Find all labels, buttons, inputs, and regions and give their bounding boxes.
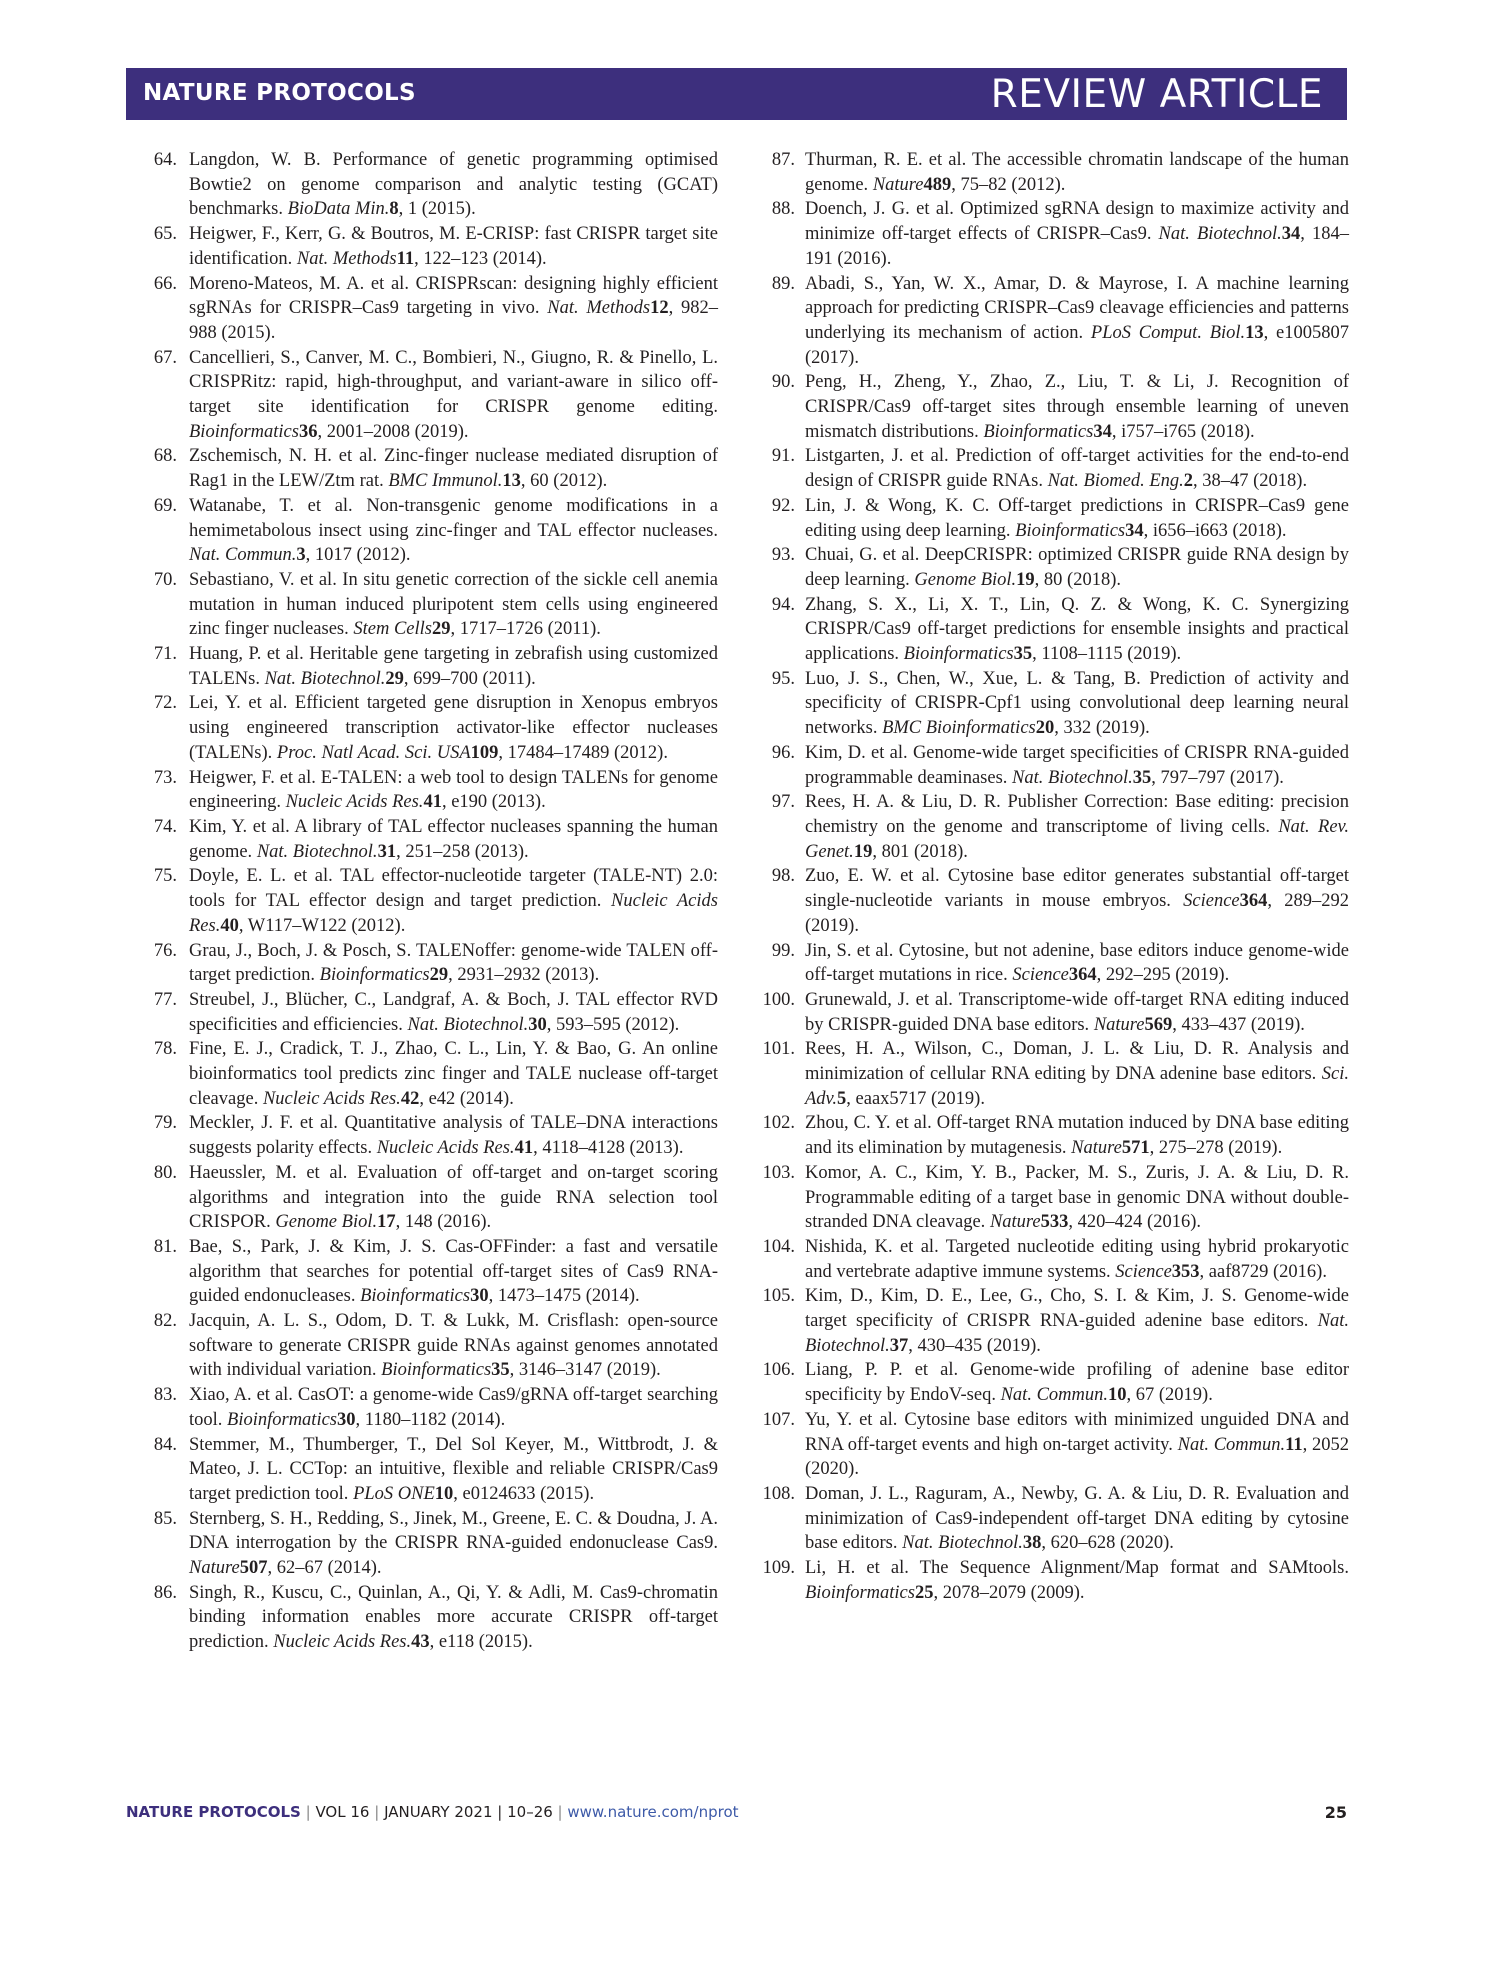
reference-number: 102. bbox=[762, 1113, 795, 1134]
reference-journal: Stem Cells bbox=[353, 619, 432, 640]
reference-pages: , 1108–1115 (2019). bbox=[1032, 644, 1182, 665]
reference-text: Abadi, S., Yan, W. X., Amar, D. & Mayrose, I. A machine learning approach for predicting CRISPR–Cas9 cleavage efficiencies and patterns underlying its mechanism of action. bbox=[805, 273, 1349, 343]
reference-number: 65. bbox=[153, 224, 177, 245]
reference-item bbox=[138, 939, 718, 988]
reference-number: 97. bbox=[771, 792, 795, 813]
reference-pages: , e1005807 (2017). bbox=[805, 322, 1349, 368]
reference-journal: Nat. Commun. bbox=[1177, 1434, 1286, 1455]
reference-item bbox=[755, 1408, 1349, 1482]
reference-text: Doench, J. G. et al. Optimized sgRNA design to maximize activity and minimize off-target effects of CRISPR–Cas9. bbox=[805, 199, 1349, 245]
reference-volume: 41 bbox=[423, 792, 442, 813]
reference-pages: , aaf8729 (2016). bbox=[1199, 1261, 1327, 1282]
reference-journal: Bioinformatics bbox=[903, 644, 1014, 665]
reference-number: 71. bbox=[153, 644, 177, 665]
reference-journal: Nat. Biomed. Eng. bbox=[1047, 471, 1184, 492]
reference-journal: BMC Bioinformatics bbox=[882, 718, 1036, 739]
reference-number: 98. bbox=[771, 866, 795, 887]
reference-number: 108. bbox=[762, 1483, 795, 1504]
reference-volume: 2 bbox=[1183, 471, 1193, 492]
reference-text: Komor, A. C., Kim, Y. B., Packer, M. S., Zuris, J. A. & Liu, D. R. Programmable editing of a target base in genomic DNA without double-stranded DNA cleavage. bbox=[805, 1162, 1349, 1233]
reference-pages: , 148 (2016). bbox=[395, 1212, 492, 1233]
reference-text: Liang, P. P. et al. Genome-wide profiling of adenine base editor specificity by EndoV-seq. bbox=[805, 1360, 1349, 1406]
reference-pages: , 2078–2079 (2009). bbox=[933, 1582, 1085, 1603]
reference-number: 104. bbox=[762, 1236, 795, 1257]
reference-item bbox=[138, 148, 718, 222]
reference-item bbox=[138, 1111, 718, 1160]
reference-journal: Nucleic Acids Res. bbox=[285, 792, 424, 813]
reference-item bbox=[755, 148, 1349, 197]
reference-journal: Nat. Rev. Genet. bbox=[805, 816, 1349, 862]
reference-journal: Nucleic Acids Res. bbox=[189, 891, 718, 936]
reference-journal: Bioinformatics bbox=[1015, 520, 1126, 541]
reference-journal: Science bbox=[1183, 891, 1240, 912]
reference-pages: , 982–988 (2015). bbox=[189, 298, 718, 343]
reference-text: Rees, H. A. & Liu, D. R. Publisher Correction: Base editing: precision chemistry on the genome and transcriptome of living cells. bbox=[805, 792, 1349, 837]
reference-number: 87. bbox=[771, 150, 795, 170]
reference-pages: , 184–191 (2016). bbox=[805, 224, 1350, 269]
reference-volume: 34 bbox=[1093, 421, 1112, 442]
reference-journal: Nature bbox=[1093, 1014, 1145, 1035]
reference-text: Haeussler, M. et al. Evaluation of off-target and on-target scoring algorithms and integration into the guide RNA selection tool CRISPOR. bbox=[189, 1162, 718, 1233]
reference-volume: 31 bbox=[377, 841, 397, 862]
reference-list-right bbox=[755, 148, 1349, 1605]
reference-journal: Nature bbox=[189, 1558, 240, 1579]
reference-number: 76. bbox=[153, 940, 177, 961]
footer-volume: VOL 16 bbox=[315, 1803, 370, 1821]
reference-number: 79. bbox=[153, 1113, 177, 1134]
reference-volume: 11 bbox=[1285, 1434, 1303, 1455]
reference-text: Bae, S., Park, J. & Kim, J. S. Cas-OFFinder: a fast and versatile algorithm that searches for potential off-target sites of Cas9 RNA-guided endonucleases. bbox=[189, 1236, 718, 1307]
reference-journal: BMC Immunol. bbox=[388, 471, 503, 492]
reference-text: Yu, Y. et al. Cytosine base editors with minimized unguided DNA and RNA off-target events and high on-target activity. bbox=[805, 1409, 1349, 1455]
journal-header-bar bbox=[126, 68, 1347, 120]
reference-item bbox=[755, 444, 1349, 493]
reference-number: 105. bbox=[762, 1286, 795, 1307]
reference-pages: , 251–258 (2013). bbox=[396, 841, 529, 862]
reference-item bbox=[755, 1556, 1349, 1605]
reference-item bbox=[138, 642, 718, 691]
reference-volume: 35 bbox=[491, 1360, 510, 1381]
reference-pages: , 433–437 (2019). bbox=[1172, 1014, 1305, 1035]
reference-pages: , 75–82 (2012). bbox=[951, 174, 1066, 195]
reference-pages: , 620–628 (2020). bbox=[1041, 1533, 1174, 1554]
reference-item bbox=[138, 1161, 718, 1235]
reference-item bbox=[755, 790, 1349, 864]
reference-item bbox=[138, 568, 718, 642]
reference-number: 83. bbox=[153, 1385, 177, 1406]
reference-volume: 19 bbox=[853, 841, 873, 862]
reference-volume: 10 bbox=[434, 1483, 454, 1504]
reference-item bbox=[138, 1507, 718, 1581]
reference-pages: , 292–295 (2019). bbox=[1096, 965, 1230, 986]
reference-number: 85. bbox=[153, 1508, 177, 1529]
page-number: 25 bbox=[1324, 1803, 1347, 1822]
reference-journal: Nat. Biotechnol. bbox=[1158, 224, 1282, 245]
journal-name: NATURE PROTOCOLS bbox=[143, 80, 416, 106]
reference-item bbox=[138, 1581, 718, 1655]
reference-number: 93. bbox=[771, 545, 795, 566]
reference-item bbox=[138, 444, 718, 493]
reference-number: 91. bbox=[771, 446, 795, 467]
reference-text: Langdon, W. B. Performance of genetic programming optimised Bowtie2 on genome comparison and analytic testing (GCAT) benchmarks. bbox=[189, 150, 718, 220]
reference-item bbox=[755, 741, 1349, 790]
reference-item bbox=[755, 1358, 1349, 1407]
reference-journal: Nat. Biotechnol. bbox=[256, 841, 378, 862]
reference-journal: PLoS ONE bbox=[353, 1483, 435, 1504]
reference-number: 68. bbox=[153, 446, 177, 467]
reference-text: Jacquin, A. L. S., Odom, D. T. & Lukk, M. Crisflash: open-source software to generate CRISPR guide RNAs against genomes annotated with individual variation. bbox=[189, 1311, 718, 1381]
reference-volume: 40 bbox=[220, 915, 239, 936]
reference-journal: BioData Min. bbox=[287, 199, 390, 220]
reference-pages: , e42 (2014). bbox=[419, 1088, 514, 1109]
reference-number: 70. bbox=[153, 569, 177, 590]
reference-pages: , e118 (2015). bbox=[429, 1632, 533, 1653]
reference-number: 66. bbox=[153, 273, 177, 294]
reference-text: Xiao, A. et al. CasOT: a genome-wide Cas9/gRNA off-target searching tool. bbox=[189, 1385, 718, 1430]
reference-volume: 42 bbox=[400, 1088, 420, 1109]
reference-pages: , 62–67 (2014). bbox=[267, 1558, 382, 1579]
reference-journal: Nat. Methods bbox=[296, 248, 397, 269]
reference-text: Streubel, J., Blücher, C., Landgraf, A. & Boch, J. TAL effector RVD specificities and efficiencies. bbox=[189, 989, 718, 1035]
reference-text: Doman, J. L., Raguram, A., Newby, G. A. & Liu, D. R. Evaluation and minimization of Cas9-independent off-target DNA editing by cytosine base editors. bbox=[805, 1483, 1349, 1554]
reference-volume: 34 bbox=[1125, 520, 1144, 541]
reference-journal: Proc. Natl Acad. Sci. USA bbox=[276, 742, 471, 763]
reference-journal: Nat. Biotechnol. bbox=[1012, 767, 1133, 788]
reference-volume: 364 bbox=[1239, 891, 1268, 912]
reference-volume: 533 bbox=[1040, 1212, 1069, 1233]
footer-separator: | bbox=[369, 1803, 385, 1821]
reference-item bbox=[138, 864, 718, 938]
reference-text: Zhou, C. Y. et al. Off-target RNA mutation induced by DNA base editing and its elimination by mutagenesis. bbox=[805, 1113, 1349, 1159]
reference-journal: Nat. Commun. bbox=[189, 545, 297, 566]
reference-journal: PLoS Comput. Biol. bbox=[1090, 322, 1246, 343]
reference-journal: Science bbox=[1115, 1261, 1172, 1282]
reference-pages: , 275–278 (2019). bbox=[1149, 1138, 1283, 1159]
reference-volume: 41 bbox=[514, 1138, 534, 1159]
reference-item bbox=[755, 939, 1349, 988]
reference-volume: 35 bbox=[1132, 767, 1152, 788]
reference-item bbox=[755, 1037, 1349, 1111]
reference-number: 74. bbox=[153, 816, 177, 837]
footer-separator: | bbox=[552, 1803, 568, 1821]
reference-number: 106. bbox=[762, 1360, 795, 1381]
reference-item bbox=[755, 197, 1349, 271]
reference-pages: , e190 (2013). bbox=[441, 792, 546, 813]
page-footer bbox=[126, 1803, 1347, 1827]
reference-journal: Nature bbox=[1071, 1138, 1122, 1159]
reference-text: Li, H. et al. The Sequence Alignment/Map format and SAMtools. bbox=[805, 1558, 1349, 1579]
reference-volume: 109 bbox=[470, 742, 499, 763]
footer-separator: | bbox=[300, 1803, 316, 1821]
reference-pages: , i656–i663 (2018). bbox=[1143, 520, 1287, 541]
reference-number: 82. bbox=[153, 1311, 177, 1332]
reference-number: 96. bbox=[771, 742, 795, 763]
reference-number: 75. bbox=[153, 866, 177, 887]
reference-volume: 43 bbox=[411, 1632, 430, 1653]
footer-date-pages: JANUARY 2021 | 10–26 bbox=[384, 1803, 553, 1821]
reference-item bbox=[138, 815, 718, 864]
reference-journal: Bioinformatics bbox=[983, 421, 1094, 442]
reference-list-left bbox=[138, 148, 718, 1655]
reference-pages: , 2931–2932 (2013). bbox=[448, 965, 600, 986]
reference-item bbox=[138, 1235, 718, 1309]
footer-url-link[interactable]: www.nature.com/nprot bbox=[567, 1803, 739, 1821]
reference-number: 64. bbox=[153, 150, 177, 170]
reference-number: 103. bbox=[762, 1162, 795, 1183]
reference-text: Zuo, E. W. et al. Cytosine base editor generates substantial off-target single-nucleotide variants in mouse embryos. bbox=[805, 866, 1349, 912]
reference-volume: 5 bbox=[837, 1088, 847, 1109]
reference-pages: , 1473–1475 (2014). bbox=[488, 1286, 640, 1307]
reference-volume: 29 bbox=[432, 619, 451, 640]
reference-journal: Bioinformatics bbox=[189, 421, 299, 442]
reference-number: 80. bbox=[153, 1162, 177, 1183]
reference-volume: 30 bbox=[528, 1014, 547, 1035]
reference-text: Rees, H. A., Wilson, C., Doman, J. L. & Liu, D. R. Analysis and minimization of cellular RNA editing by DNA adenine base editors. bbox=[805, 1039, 1349, 1085]
reference-item bbox=[138, 494, 718, 568]
reference-text: Watanabe, T. et al. Non-transgenic genome modifications in a hemimetabolous insect using zinc-finger and TAL effector nucleases. bbox=[189, 495, 718, 541]
reference-text: Grau, J., Boch, J. & Posch, S. TALENoffer: genome-wide TALEN off-target prediction. bbox=[189, 940, 718, 986]
reference-text: Luo, J. S., Chen, W., Xue, L. & Tang, B. Prediction of activity and specificity of CRISPR-Cpf1 using convolutional deep learning neural networks. bbox=[805, 668, 1349, 739]
reference-pages: , 289–292 (2019). bbox=[805, 891, 1349, 936]
reference-text: Peng, H., Zheng, Y., Zhao, Z., Liu, T. & Li, J. Recognition of CRISPR/Cas9 off-target sites through ensemble learning of uneven mismatch distributions. bbox=[805, 372, 1349, 442]
reference-text: Cancellieri, S., Canver, M. C., Bombieri, N., Giugno, R. & Pinello, L. CRISPRitz: rapid, high-throughput, and variant-aware in silico off-target site identification for CRISPR genome editing. bbox=[189, 347, 718, 418]
reference-volume: 35 bbox=[1013, 644, 1033, 665]
reference-pages: , 1017 (2012). bbox=[305, 545, 411, 566]
reference-volume: 13 bbox=[1245, 322, 1264, 343]
reference-pages: , 797–797 (2017). bbox=[1151, 767, 1284, 788]
reference-item bbox=[138, 1383, 718, 1432]
reference-text: Zschemisch, N. H. et al. Zinc-finger nuclease mediated disruption of Rag1 in the LEW/Ztm rat. bbox=[189, 446, 718, 492]
reference-number: 101. bbox=[762, 1039, 795, 1060]
reference-journal: Nature bbox=[989, 1212, 1041, 1233]
reference-journal: Science bbox=[1012, 965, 1069, 986]
reference-number: 86. bbox=[153, 1582, 177, 1603]
reference-text: Moreno-Mateos, M. A. et al. CRISPRscan: designing highly efficient sgRNAs for CRISPR–Cas9 targeting in vivo. bbox=[189, 273, 718, 319]
reference-number: 89. bbox=[771, 273, 795, 294]
reference-text: Sternberg, S. H., Redding, S., Jinek, M., Greene, E. C. & Doudna, J. A. DNA interrogation by the CRISPR RNA-guided endonuclease Cas9. bbox=[189, 1508, 718, 1554]
reference-pages: , 2001–2008 (2019). bbox=[317, 421, 469, 442]
reference-number: 92. bbox=[771, 495, 795, 516]
reference-journal: Nat. Biotechnol. bbox=[407, 1014, 529, 1035]
reference-item bbox=[138, 272, 718, 346]
reference-journal: Nat. Biotechnol. bbox=[264, 668, 386, 689]
reference-pages: , 699–700 (2011). bbox=[403, 668, 536, 689]
reference-number: 90. bbox=[771, 372, 795, 393]
reference-item bbox=[138, 1433, 718, 1507]
reference-number: 107. bbox=[762, 1409, 795, 1430]
reference-text: Heigwer, F. et al. E-TALEN: a web tool to design TALENs for genome engineering. bbox=[189, 767, 718, 813]
reference-text: Lei, Y. et al. Efficient targeted gene disruption in Xenopus embryos using engineered transcription activator-like effector nucleases (TALENs). bbox=[189, 693, 718, 763]
reference-journal: Nat. Biotechnol. bbox=[805, 1311, 1349, 1356]
reference-journal: Bioinformatics bbox=[227, 1409, 338, 1430]
reference-item bbox=[755, 988, 1349, 1037]
reference-number: 100. bbox=[762, 989, 795, 1010]
reference-text: Singh, R., Kuscu, C., Quinlan, A., Qi, Y. & Adli, M. Cas9-chromatin binding information enables more accurate CRISPR off-target prediction. bbox=[189, 1582, 718, 1653]
reference-pages: , 430–435 (2019). bbox=[908, 1335, 1041, 1356]
reference-pages: , e0124633 (2015). bbox=[453, 1483, 595, 1504]
reference-pages: , 332 (2019). bbox=[1054, 718, 1150, 739]
reference-volume: 10 bbox=[1108, 1385, 1127, 1406]
reference-volume: 12 bbox=[650, 298, 669, 319]
reference-item bbox=[755, 667, 1349, 741]
reference-volume: 3 bbox=[296, 545, 306, 566]
reference-text: Stemmer, M., Thumberger, T., Del Sol Keyer, M., Wittbrodt, J. & Mateo, J. L. CCTop: an intuitive, flexible and reliable CRISPR/Cas9 target prediction tool. bbox=[189, 1434, 718, 1504]
reference-pages: , W117–W122 (2012). bbox=[238, 915, 406, 936]
reference-volume: 507 bbox=[239, 1558, 268, 1579]
reference-item bbox=[755, 1235, 1349, 1284]
reference-number: 109. bbox=[762, 1558, 795, 1579]
reference-pages: , 593–595 (2012). bbox=[546, 1014, 680, 1035]
reference-journal: Bioinformatics bbox=[319, 965, 430, 986]
reference-text: Heigwer, F., Kerr, G. & Boutros, M. E-CRISP: fast CRISPR target site identification. bbox=[189, 224, 718, 269]
reference-pages: , 38–47 (2018). bbox=[1193, 471, 1308, 492]
reference-journal: Nat. Methods bbox=[547, 298, 651, 319]
reference-item bbox=[755, 1482, 1349, 1556]
reference-text: Zhang, S. X., Li, X. T., Lin, Q. Z. & Wong, K. C. Synergizing CRISPR/Cas9 off-target predictions for ensemble insights and practical applications. bbox=[805, 594, 1349, 665]
reference-item bbox=[755, 272, 1349, 371]
reference-number: 94. bbox=[771, 594, 795, 615]
reference-pages: , 1 (2015). bbox=[398, 199, 476, 220]
reference-item bbox=[755, 1111, 1349, 1160]
reference-item bbox=[755, 494, 1349, 543]
reference-text: Thurman, R. E. et al. The accessible chromatin landscape of the human genome. bbox=[805, 150, 1349, 195]
reference-item bbox=[138, 691, 718, 765]
reference-volume: 30 bbox=[337, 1409, 356, 1430]
reference-number: 77. bbox=[153, 989, 177, 1010]
reference-item bbox=[755, 543, 1349, 592]
reference-journal: Nature bbox=[872, 174, 924, 195]
reference-number: 95. bbox=[771, 668, 795, 689]
reference-pages: , 801 (2018). bbox=[872, 841, 968, 862]
reference-text: Grunewald, J. et al. Transcriptome-wide off-target RNA editing induced by CRISPR-guided DNA base editors. bbox=[805, 989, 1349, 1035]
reference-journal: Nucleic Acids Res. bbox=[262, 1088, 401, 1109]
reference-text: Jin, S. et al. Cytosine, but not adenine, base editors induce genome-wide off-target mutations in rice. bbox=[805, 940, 1349, 986]
reference-number: 78. bbox=[153, 1039, 177, 1060]
reference-pages: , 60 (2012). bbox=[520, 471, 608, 492]
reference-item bbox=[755, 864, 1349, 938]
reference-volume: 13 bbox=[502, 471, 521, 492]
reference-item bbox=[138, 1309, 718, 1383]
reference-volume: 38 bbox=[1022, 1533, 1042, 1554]
reference-number: 88. bbox=[771, 199, 795, 220]
reference-journal: Nucleic Acids Res. bbox=[273, 1632, 412, 1653]
article-type: REVIEW ARTICLE bbox=[990, 72, 1323, 117]
reference-volume: 20 bbox=[1035, 718, 1055, 739]
reference-item bbox=[755, 593, 1349, 667]
reference-text: Lin, J. & Wong, K. C. Off-target predictions in CRISPR–Cas9 gene editing using deep learning. bbox=[805, 495, 1349, 541]
reference-pages: , 17484–17489 (2012). bbox=[498, 742, 668, 763]
reference-item bbox=[138, 988, 718, 1037]
reference-volume: 34 bbox=[1281, 224, 1301, 245]
reference-number: 99. bbox=[771, 940, 795, 961]
reference-pages: , 80 (2018). bbox=[1034, 569, 1121, 590]
reference-item bbox=[755, 1161, 1349, 1235]
reference-text: Sebastiano, V. et al. In situ genetic correction of the sickle cell anemia mutation in human induced pluripotent stem cells using engineered zinc finger nucleases. bbox=[189, 569, 718, 640]
reference-item bbox=[138, 346, 718, 445]
reference-journal: Genome Biol. bbox=[275, 1212, 378, 1233]
reference-text: Huang, P. et al. Heritable gene targeting in zebrafish using customized TALENs. bbox=[189, 644, 718, 689]
reference-text: Kim, D., Kim, D. E., Lee, G., Cho, S. I. & Kim, J. S. Genome-wide target specificity of CRISPR RNA-guided adenine base editors. bbox=[805, 1286, 1349, 1332]
reference-volume: 364 bbox=[1068, 965, 1097, 986]
reference-journal: Bioinformatics bbox=[381, 1360, 492, 1381]
reference-text: Kim, Y. et al. A library of TAL effector nucleases spanning the human genome. bbox=[189, 816, 718, 862]
reference-volume: 19 bbox=[1016, 569, 1035, 590]
reference-number: 73. bbox=[153, 767, 177, 788]
reference-pages: , 67 (2019). bbox=[1126, 1385, 1213, 1406]
reference-volume: 30 bbox=[470, 1286, 489, 1307]
reference-pages: , 1180–1182 (2014). bbox=[355, 1409, 506, 1430]
reference-volume: 29 bbox=[385, 668, 404, 689]
reference-text: Kim, D. et al. Genome-wide target specificities of CRISPR RNA-guided programmable deaminases. bbox=[805, 742, 1349, 788]
reference-item bbox=[755, 1284, 1349, 1358]
footer-journal: NATURE PROTOCOLS bbox=[126, 1803, 301, 1821]
reference-item bbox=[138, 1037, 718, 1111]
reference-number: 72. bbox=[153, 693, 177, 714]
reference-text: Meckler, J. F. et al. Quantitative analysis of TALE–DNA interactions suggests polarity effects. bbox=[189, 1113, 718, 1159]
reference-text: Doyle, E. L. et al. TAL effector-nucleotide targeter (TALE-NT) 2.0: tools for TAL effector design and target prediction. bbox=[189, 866, 718, 912]
reference-text: Listgarten, J. et al. Prediction of off-target activities for the end-to-end design of CRISPR guide RNAs. bbox=[805, 446, 1349, 492]
reference-volume: 17 bbox=[377, 1212, 396, 1233]
reference-journal: Nat. Commun. bbox=[1000, 1385, 1109, 1406]
reference-pages: , eaax5717 (2019). bbox=[846, 1088, 985, 1109]
reference-pages: , i757–i765 (2018). bbox=[1111, 421, 1255, 442]
reference-pages: , 3146–3147 (2019). bbox=[509, 1360, 661, 1381]
reference-pages: , 122–123 (2014). bbox=[414, 248, 547, 269]
reference-text: Nishida, K. et al. Targeted nucleotide editing using hybrid prokaryotic and vertebrate adaptive immune systems. bbox=[805, 1236, 1349, 1282]
reference-volume: 353 bbox=[1171, 1261, 1200, 1282]
reference-number: 84. bbox=[153, 1434, 177, 1455]
reference-journal: Nat. Biotechnol. bbox=[902, 1533, 1023, 1554]
reference-number: 67. bbox=[153, 347, 177, 368]
reference-number: 69. bbox=[153, 495, 177, 516]
reference-volume: 569 bbox=[1144, 1014, 1173, 1035]
reference-number: 81. bbox=[153, 1236, 177, 1257]
reference-journal: Nucleic Acids Res. bbox=[376, 1138, 515, 1159]
reference-item bbox=[138, 222, 718, 271]
reference-volume: 37 bbox=[889, 1335, 909, 1356]
reference-volume: 36 bbox=[298, 421, 318, 442]
reference-volume: 8 bbox=[389, 199, 399, 220]
reference-journal: Bioinformatics bbox=[360, 1286, 471, 1307]
reference-pages: , 4118–4128 (2013). bbox=[533, 1138, 684, 1159]
reference-journal: Genome Biol. bbox=[914, 569, 1017, 590]
reference-item bbox=[755, 370, 1349, 444]
reference-text: Chuai, G. et al. DeepCRISPR: optimized CRISPR guide RNA design by deep learning. bbox=[805, 545, 1349, 590]
reference-pages: , 2052 (2020). bbox=[805, 1434, 1349, 1480]
reference-volume: 25 bbox=[914, 1582, 934, 1603]
reference-volume: 571 bbox=[1121, 1138, 1150, 1159]
reference-volume: 29 bbox=[429, 965, 449, 986]
reference-volume: 489 bbox=[923, 174, 952, 195]
reference-volume: 11 bbox=[396, 248, 415, 269]
reference-pages: , 420–424 (2016). bbox=[1068, 1212, 1201, 1233]
reference-journal: Bioinformatics bbox=[805, 1582, 915, 1603]
reference-pages: , 1717–1726 (2011). bbox=[450, 619, 601, 640]
reference-journal: Sci. Adv. bbox=[805, 1064, 1349, 1109]
reference-item bbox=[138, 766, 718, 815]
reference-text: Fine, E. J., Cradick, T. J., Zhao, C. L., Lin, Y. & Bao, G. An online bioinformatics tool predicts zinc finger and TALE nuclease off-target cleavage. bbox=[189, 1039, 718, 1109]
